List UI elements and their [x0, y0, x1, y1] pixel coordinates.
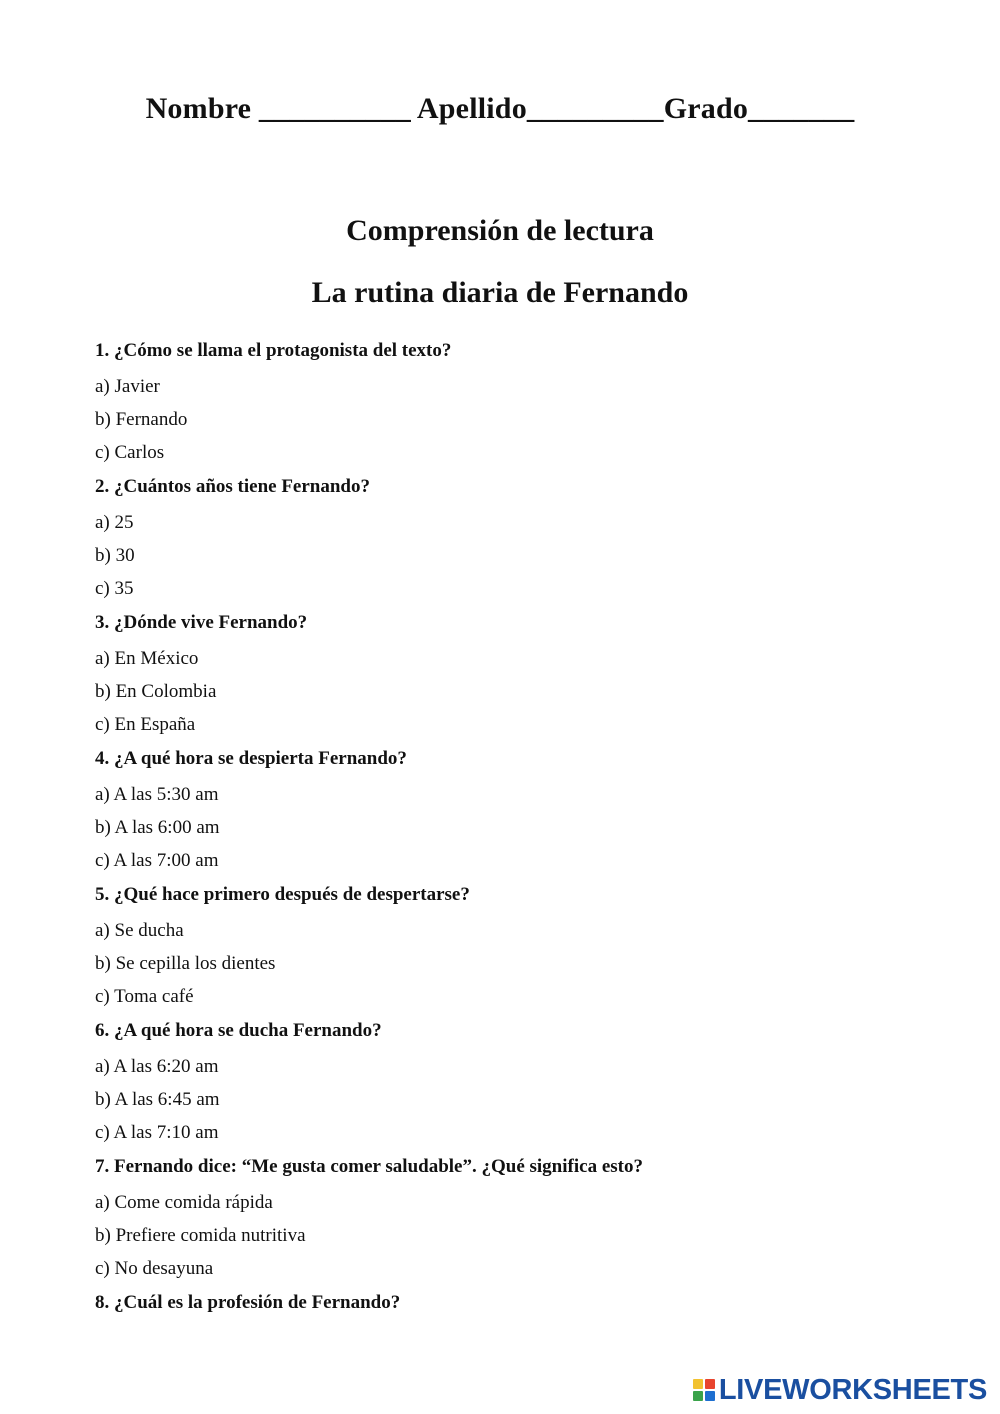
- answer-option: b) Prefiere comida nutritiva: [95, 1225, 306, 1246]
- answer-option: c) No desayuna: [95, 1258, 214, 1279]
- answer-option: a) En México: [95, 648, 199, 669]
- liveworksheets-logo-icon: [693, 1379, 715, 1401]
- answer-option: b) A las 6:00 am: [95, 817, 220, 838]
- answer-option: a) Come comida rápida: [95, 1192, 273, 1213]
- answer-option: c) A las 7:00 am: [95, 850, 219, 871]
- logo-square: [705, 1379, 715, 1389]
- answer-option: b) Fernando: [95, 409, 188, 430]
- brand-name: LIVEWORKSHEETS: [718, 1373, 987, 1406]
- answer-option: a) Javier: [95, 376, 160, 397]
- story-title: La rutina diaria de Fernando: [311, 276, 689, 309]
- answer-option: a) Se ducha: [95, 920, 184, 941]
- answer-option: b) A las 6:45 am: [95, 1089, 220, 1110]
- question-3: 3. ¿Dónde vive Fernando?: [95, 612, 308, 633]
- questions-list: [95, 340, 955, 1314]
- answer-option: c) En España: [95, 714, 196, 735]
- section-title: Comprensión de lectura: [346, 214, 654, 247]
- answer-option: a) 25: [95, 512, 134, 533]
- question-6: 6. ¿A qué hora se ducha Fernando?: [95, 1020, 382, 1041]
- question-2: 2. ¿Cuántos años tiene Fernando?: [95, 476, 370, 497]
- student-info-line: Nombre __________ Apellido_________Grado_______: [145, 92, 855, 125]
- question-1: 1. ¿Cómo se llama el protagonista del texto?: [95, 340, 452, 361]
- question-4: 4. ¿A qué hora se despierta Fernando?: [95, 748, 407, 769]
- answer-option: c) Carlos: [95, 442, 165, 463]
- liveworksheets-brand: [693, 1373, 987, 1406]
- answer-option: b) Se cepilla los dientes: [95, 953, 276, 974]
- answer-option: a) A las 5:30 am: [95, 784, 219, 805]
- answer-option: c) A las 7:10 am: [95, 1122, 219, 1143]
- answer-option: c) 35: [95, 578, 134, 599]
- question-8: 8. ¿Cuál es la profesión de Fernando?: [95, 1292, 401, 1313]
- question-7: 7. Fernando dice: “Me gusta comer saludable”. ¿Qué significa esto?: [95, 1156, 643, 1177]
- answer-option: b) 30: [95, 545, 135, 566]
- logo-square: [705, 1391, 715, 1401]
- answer-option: a) A las 6:20 am: [95, 1056, 219, 1077]
- question-5: 5. ¿Qué hace primero después de despertarse?: [95, 884, 470, 905]
- logo-square: [693, 1379, 703, 1389]
- logo-square: [693, 1391, 703, 1401]
- answer-option: c) Toma café: [95, 986, 194, 1007]
- answer-option: b) En Colombia: [95, 681, 217, 702]
